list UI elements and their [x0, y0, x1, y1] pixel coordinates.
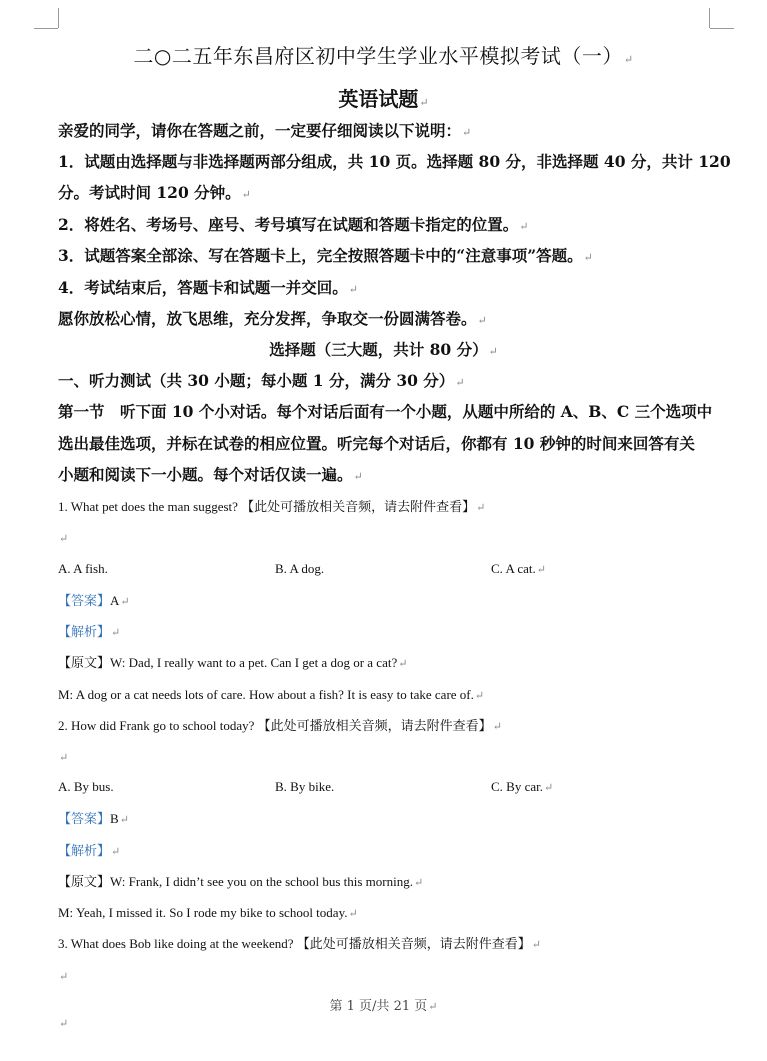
instructions-intro: 亲爱的同学，请你在答题之前，一定要仔细阅读以下说明：↵ [58, 121, 472, 140]
empty-paragraph: ↵ [59, 752, 69, 764]
empty-paragraph: ↵ [59, 971, 69, 983]
part-one-directions-cont: 小题和阅读下一小题。每个对话仅读一遍。↵ [58, 465, 363, 484]
question-1-option-a: A. A fish. [58, 561, 108, 576]
empty-paragraph: ↵ [59, 533, 69, 545]
question-2-stem: 2. How did Frank go to school today? 【此处可播放相关音频，请去附件查看】↵ [58, 718, 502, 733]
instructions-closing: 愿你放松心情，放飞思维，充分发挥，争取交一份圆满答卷。↵ [58, 309, 487, 328]
section-heading: 选择题（三大题，共计 80 分）↵ [269, 340, 498, 359]
empty-paragraph: ↵ [59, 1018, 69, 1030]
instruction-item-3: 3．试题答案全部涂、写在答题卡上，完全按照答题卡中的“注意事项”答题。↵ [58, 246, 593, 265]
instruction-item-4: 4．考试结束后，答题卡和试题一并交回。↵ [58, 278, 359, 297]
part-one-directions: 第一节 听下面 10 个小对话。每个对话后面有一个小题，从题中所给的 A、B、C 三个选项中 [58, 402, 713, 421]
crop-mark-top-left [58, 8, 59, 28]
question-3-stem: 3. What does Bob like doing at the weekend? 【此处可播放相关音频，请去附件查看】↵ [58, 936, 541, 951]
question-2-answer: 【答案】B↵ [58, 811, 129, 826]
question-2-transcript: 【原文】W: Frank, I didn’t see you on the school bus this morning.↵ [58, 874, 424, 889]
question-2-analysis: 【解析】↵ [58, 843, 121, 858]
question-1-option-b: B. A dog. [275, 561, 325, 576]
instruction-item-2: 2．将姓名、考场号、座号、考号填写在试题和答题卡指定的位置。↵ [58, 215, 529, 234]
question-1-answer: 【答案】A↵ [58, 593, 130, 608]
question-2-option-a: A. By bus. [58, 779, 114, 794]
question-2-option-b: B. By bike. [275, 779, 335, 794]
question-1-analysis: 【解析】↵ [58, 624, 121, 639]
question-1-option-c: C. A cat.↵ [491, 561, 546, 576]
question-2-option-c: C. By car.↵ [491, 779, 554, 794]
part-one-directions-cont: 选出最佳选项，并标在试卷的相应位置。听完每个对话后，你都有 10 秒钟的时间来回答有关 [58, 434, 695, 453]
page-footer: 第 1 页/共 21 页↵ [329, 999, 438, 1014]
part-one-heading: 一、听力测试（共 30 小题；每小题 1 分，满分 30 分）↵ [58, 371, 465, 390]
question-1-transcript-cont: M: A dog or a cat needs lots of care. How about a fish? It is easy to take care of.↵ [58, 687, 485, 702]
crop-mark-top-right [710, 28, 734, 29]
question-1-stem: 1. What pet does the man suggest? 【此处可播放相关音频，请去附件查看】↵ [58, 499, 486, 514]
crop-mark-top-right [709, 8, 710, 28]
exam-title: 二○二五年东昌府区初中学生学业水平模拟考试（一）↵ [133, 44, 634, 68]
question-1-transcript: 【原文】W: Dad, I really want to a pet. Can I get a dog or a cat?↵ [58, 655, 408, 670]
crop-mark-top-left [34, 28, 58, 29]
exam-subtitle: 英语试题↵ [338, 87, 429, 111]
instruction-item-1: 1．试题由选择题与非选择题两部分组成，共 10 页。选择题 80 分，非选择题 40 分，共计 120 [58, 152, 731, 171]
question-2-transcript-cont: M: Yeah, I missed it. So I rode my bike to school today.↵ [58, 905, 358, 920]
instruction-item-1-cont: 分。考试时间 120 分钟。↵ [58, 183, 251, 202]
